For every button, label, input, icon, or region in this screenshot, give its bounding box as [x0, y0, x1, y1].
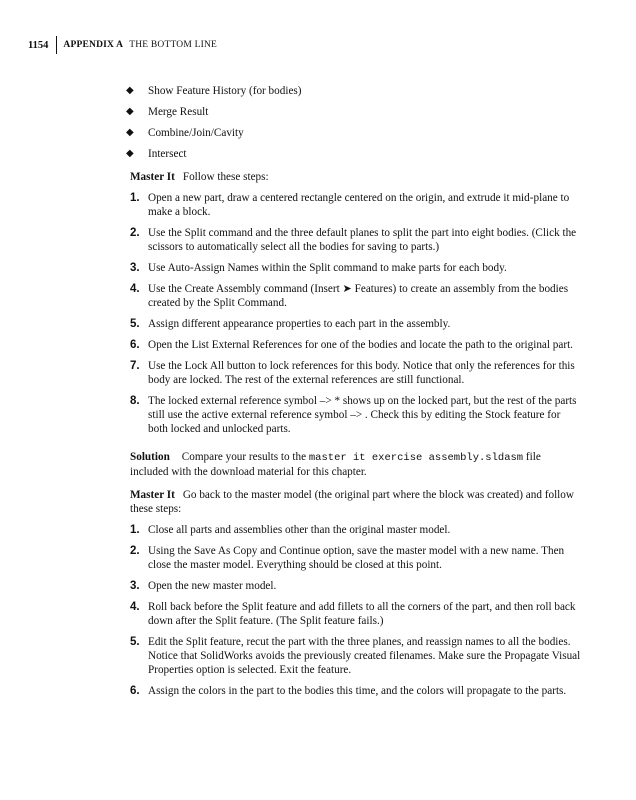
list-item: ◆ Merge Result [126, 106, 209, 118]
step-item: 7. Use the Lock All button to lock references for this body. Notice that only the references for this body are locked. The rest of the external references are still functional. [130, 360, 575, 386]
master-it-text: Follow these steps: [182, 171, 269, 183]
step-item: 8. The locked external reference symbol –> * shows up on the locked part, but the rest of the parts still use the active external reference symbol –> . Check this by editing the Stock feature for both locked and unlocked parts. [130, 395, 577, 435]
master-it-label: Master It [130, 171, 175, 183]
master-it-intro-2 [130, 488, 582, 516]
master-it-text: Go back to the master model (the original part where the block was created) and follow these steps: [130, 489, 574, 515]
list-item: ◆ Show Feature History (for bodies) [126, 85, 302, 97]
page-content [126, 84, 582, 705]
bullet-list [126, 84, 582, 161]
filename: master it exercise assembly.sldasm [308, 452, 524, 464]
steps-list-1 [130, 191, 582, 436]
diamond-bullet-icon: ◆ [126, 127, 134, 138]
header-divider [56, 36, 57, 54]
step-item: 5. Assign different appearance properties to each part in the assembly. [130, 318, 451, 330]
master-it-intro-1 [130, 170, 582, 184]
step-item: 1. Close all parts and assemblies other than the original master model. [130, 524, 451, 536]
master-it-label: Master It [130, 489, 175, 501]
solution-paragraph: Solution Compare your results to the master it exercise assembly.sldasm file included with the download material for this chapter. [130, 451, 541, 478]
steps-list-2 [130, 523, 582, 698]
step-item: 6. Assign the colors in the part to the bodies this time, and the colors will propagate to the parts. [130, 685, 567, 697]
step-item: 3. Use Auto-Assign Names within the Split command to make parts for each body. [130, 262, 507, 274]
step-item: 2. Using the Save As Copy and Continue option, save the master model with a new name. Then close the master model. Everything should be closed at this point. [130, 545, 565, 571]
list-item: ◆ Intersect [126, 148, 187, 160]
step-item: 5. Edit the Split feature, recut the part with the three planes, and reassign names to all the bodies. Notice that SolidWorks avoids the previously created filenames. Make sure the Propagate Visual Properties option is selected. Exit the feature. [130, 636, 581, 676]
step-item: 4. Roll back before the Split feature and add fillets to all the corners of the part, and then roll back down after the Split feature. (The Split feature fails.) [130, 601, 576, 627]
diamond-bullet-icon: ◆ [126, 148, 134, 159]
step-item: 3. Open the new master model. [130, 580, 277, 592]
appendix-label: APPENDIX A [63, 40, 124, 50]
step-item: 2. Use the Split command and the three default planes to split the part into eight bodies. (Click the scissors to automatically select all the bodies for saving to parts.) [130, 227, 577, 253]
step-item: 6. Open the List External References for one of the bodies and locate the path to the original part. [130, 339, 573, 351]
running-header [28, 36, 217, 54]
chapter-title: THE BOTTOM LINE [129, 40, 218, 50]
step-item: 1. Open a new part, draw a centered rectangle centered on the origin, and extrude it mid-plane to make a block. [130, 192, 570, 218]
page-number: 1154 [28, 39, 49, 51]
diamond-bullet-icon: ◆ [126, 85, 134, 96]
list-item: ◆ Combine/Join/Cavity [126, 127, 244, 139]
solution-label: Solution [130, 451, 170, 463]
step-item: 4. Use the Create Assembly command (Insert ➤ Features) to create an assembly from the bodies created by the Split Command. [130, 283, 569, 309]
diamond-bullet-icon: ◆ [126, 106, 134, 117]
